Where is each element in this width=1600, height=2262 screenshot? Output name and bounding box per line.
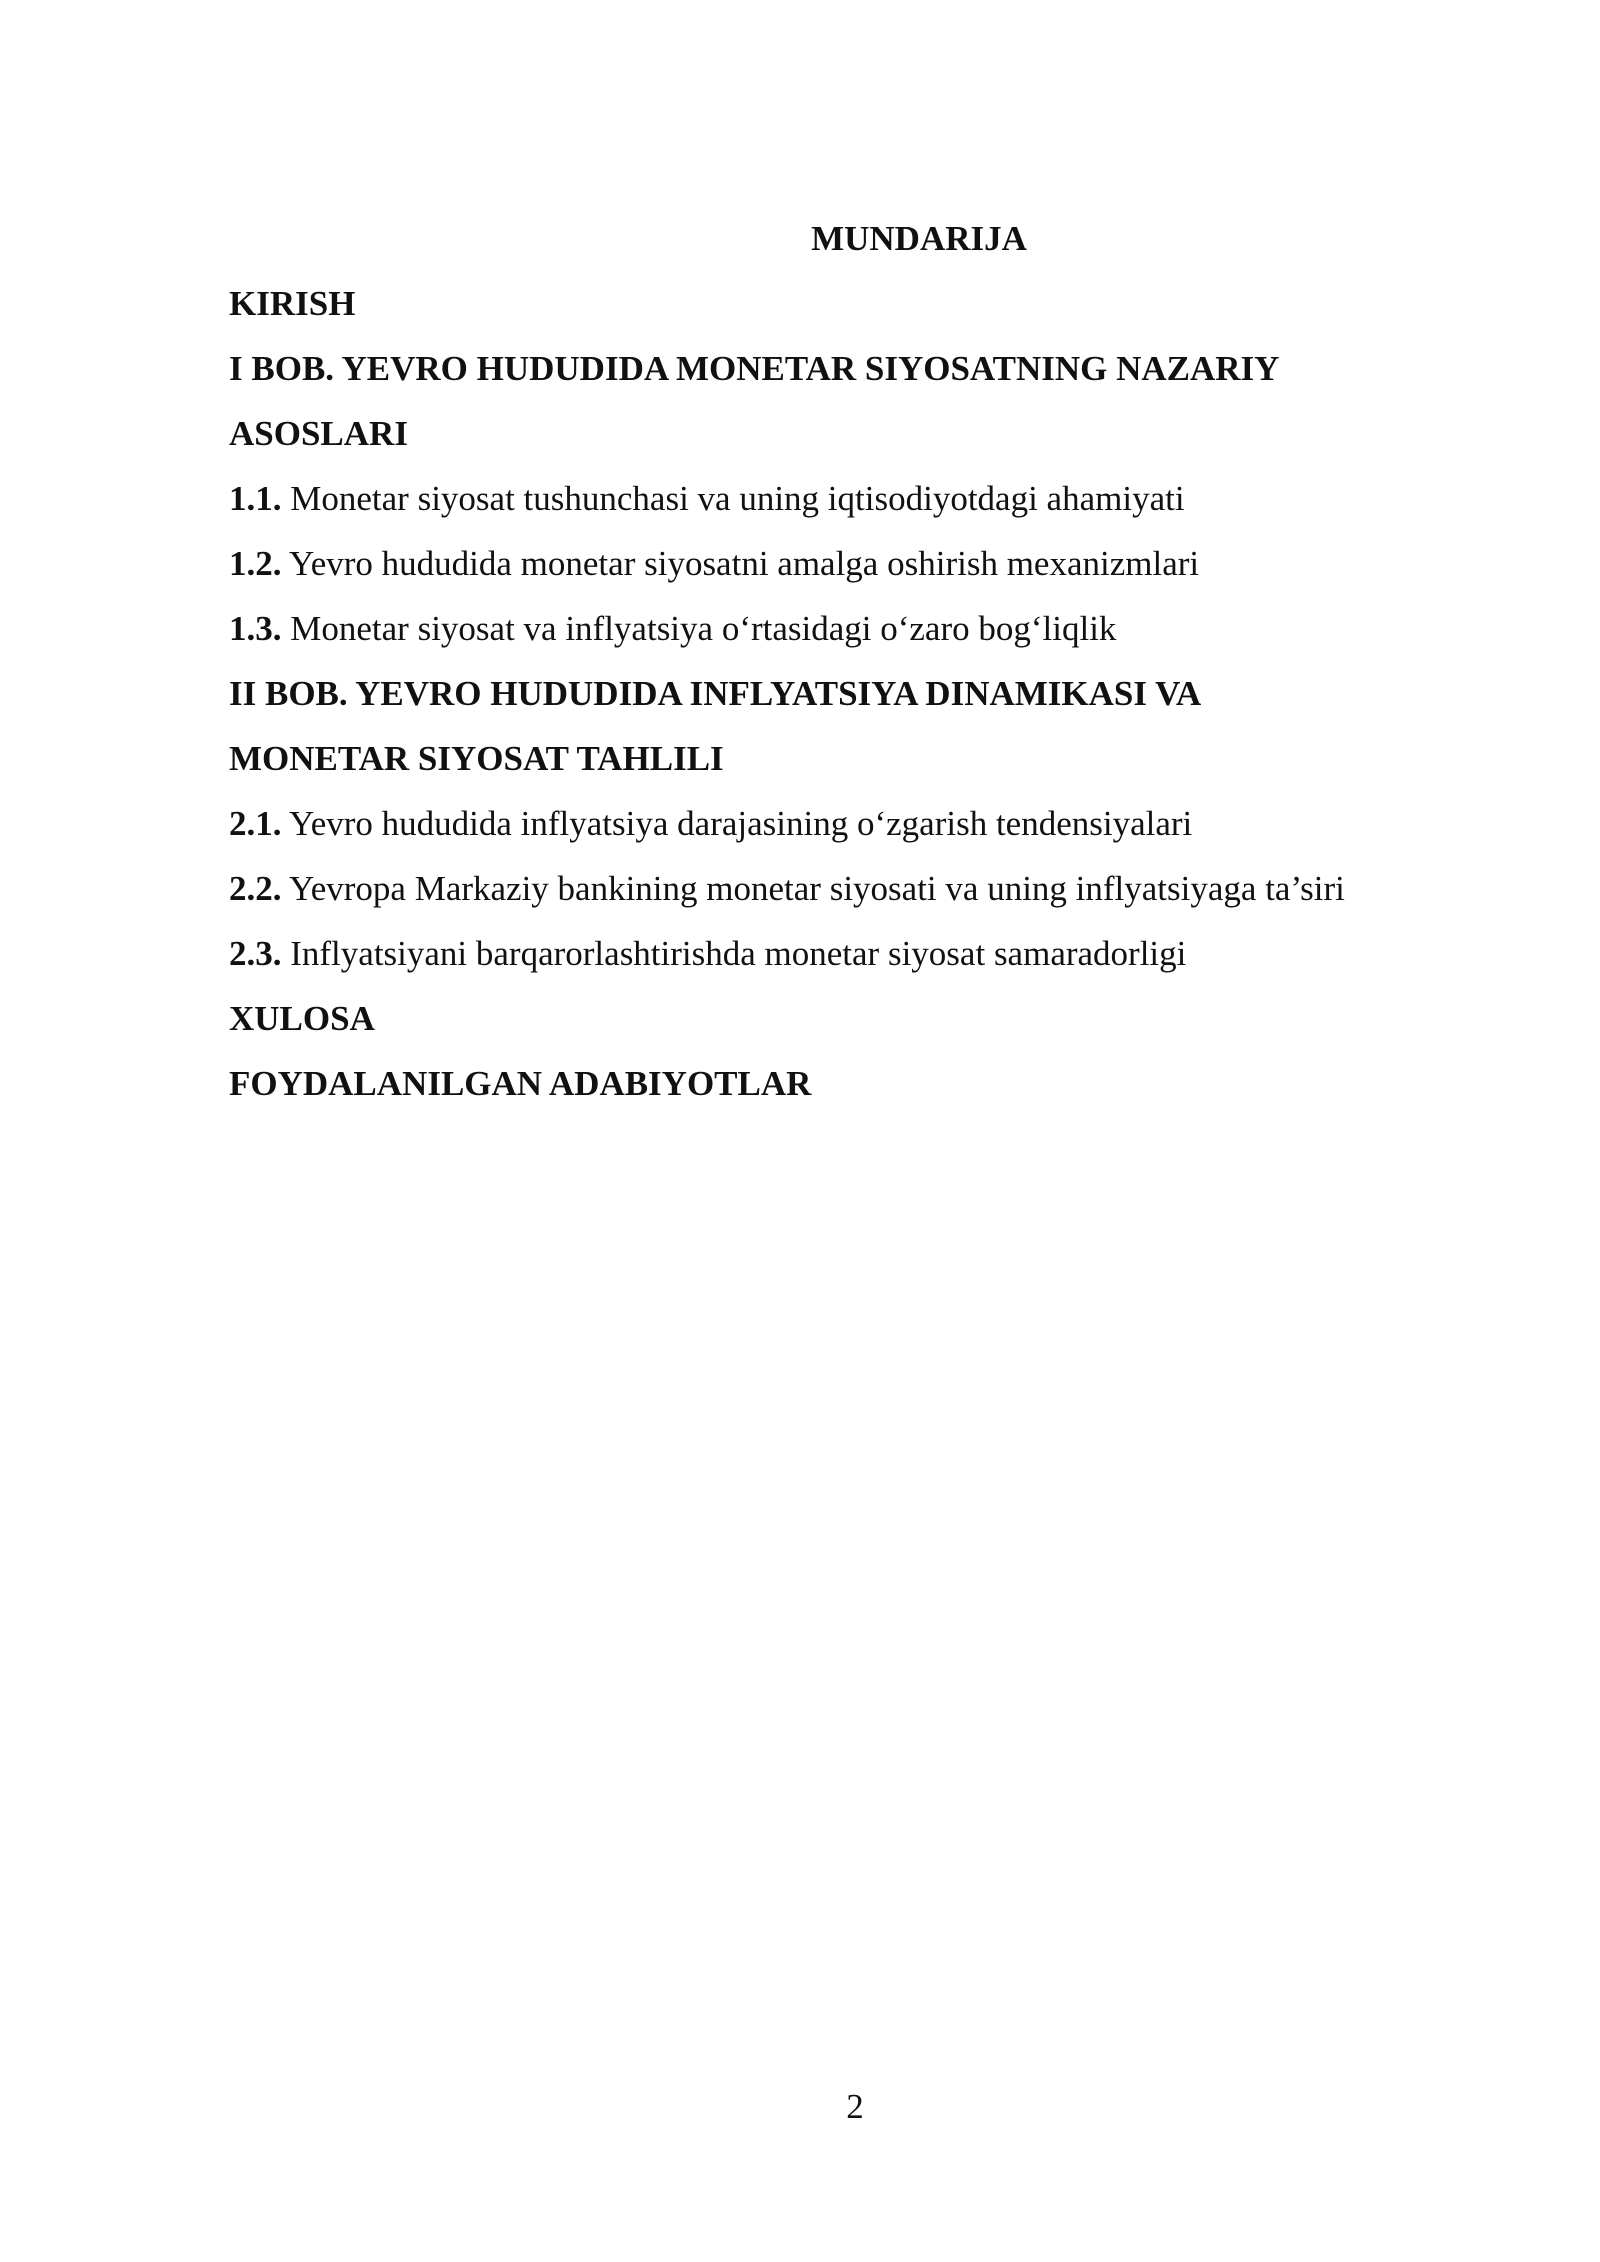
- section-number: 2.3.: [229, 934, 282, 973]
- section-title: Monetar siyosat tushunchasi va uning iqtisodiyotdagi ahamiyati: [281, 479, 1185, 518]
- toc-heading-chapter-1: I BOB. YEVRO HUDUDIDA MONETAR SIYOSATNING NAZARIY: [229, 349, 1280, 388]
- toc-heading-chapter-1-cont: ASOSLARI: [229, 414, 408, 453]
- toc-heading-kirish: KIRISH: [229, 284, 356, 323]
- toc-section-1-3: [229, 596, 1459, 661]
- toc-title: MUNDARIJA: [811, 219, 1027, 258]
- toc-section-1-2: [229, 531, 1459, 596]
- section-number: 2.1.: [229, 804, 282, 843]
- section-title: Yevropa Markaziy bankining monetar siyosati va uning inflyatsiyaga ta’siri: [281, 869, 1345, 908]
- section-number: 1.3.: [229, 609, 282, 648]
- toc-section-1-1: [229, 466, 1459, 531]
- section-number: 1.2.: [229, 544, 282, 583]
- section-title: Yevro hududida monetar siyosatni amalga oshirish mexanizmlari: [281, 544, 1200, 583]
- toc-heading-chapter-2: II BOB. YEVRO HUDUDIDA INFLYATSIYA DINAMIKASI VA: [229, 674, 1202, 713]
- page-number: 2: [846, 2087, 864, 2126]
- table-of-contents: [229, 206, 1459, 1116]
- toc-heading-chapter-2-cont: MONETAR SIYOSAT TAHLILI: [229, 739, 724, 778]
- toc-heading-references: FOYDALANILGAN ADABIYOTLAR: [229, 1064, 812, 1103]
- section-title: Yevro hududida inflyatsiya darajasining o‘zgarish tendensiyalari: [281, 804, 1193, 843]
- toc-section-2-2: [229, 856, 1459, 921]
- toc-heading-xulosa: XULOSA: [229, 999, 375, 1038]
- toc-section-2-1: [229, 791, 1459, 856]
- section-number: 1.1.: [229, 479, 282, 518]
- section-title: Monetar siyosat va inflyatsiya o‘rtasidagi o‘zaro bog‘liqlik: [281, 609, 1117, 648]
- toc-section-2-3: [229, 921, 1459, 986]
- section-number: 2.2.: [229, 869, 282, 908]
- section-title: Inflyatsiyani barqarorlashtirishda monetar siyosat samaradorligi: [281, 934, 1187, 973]
